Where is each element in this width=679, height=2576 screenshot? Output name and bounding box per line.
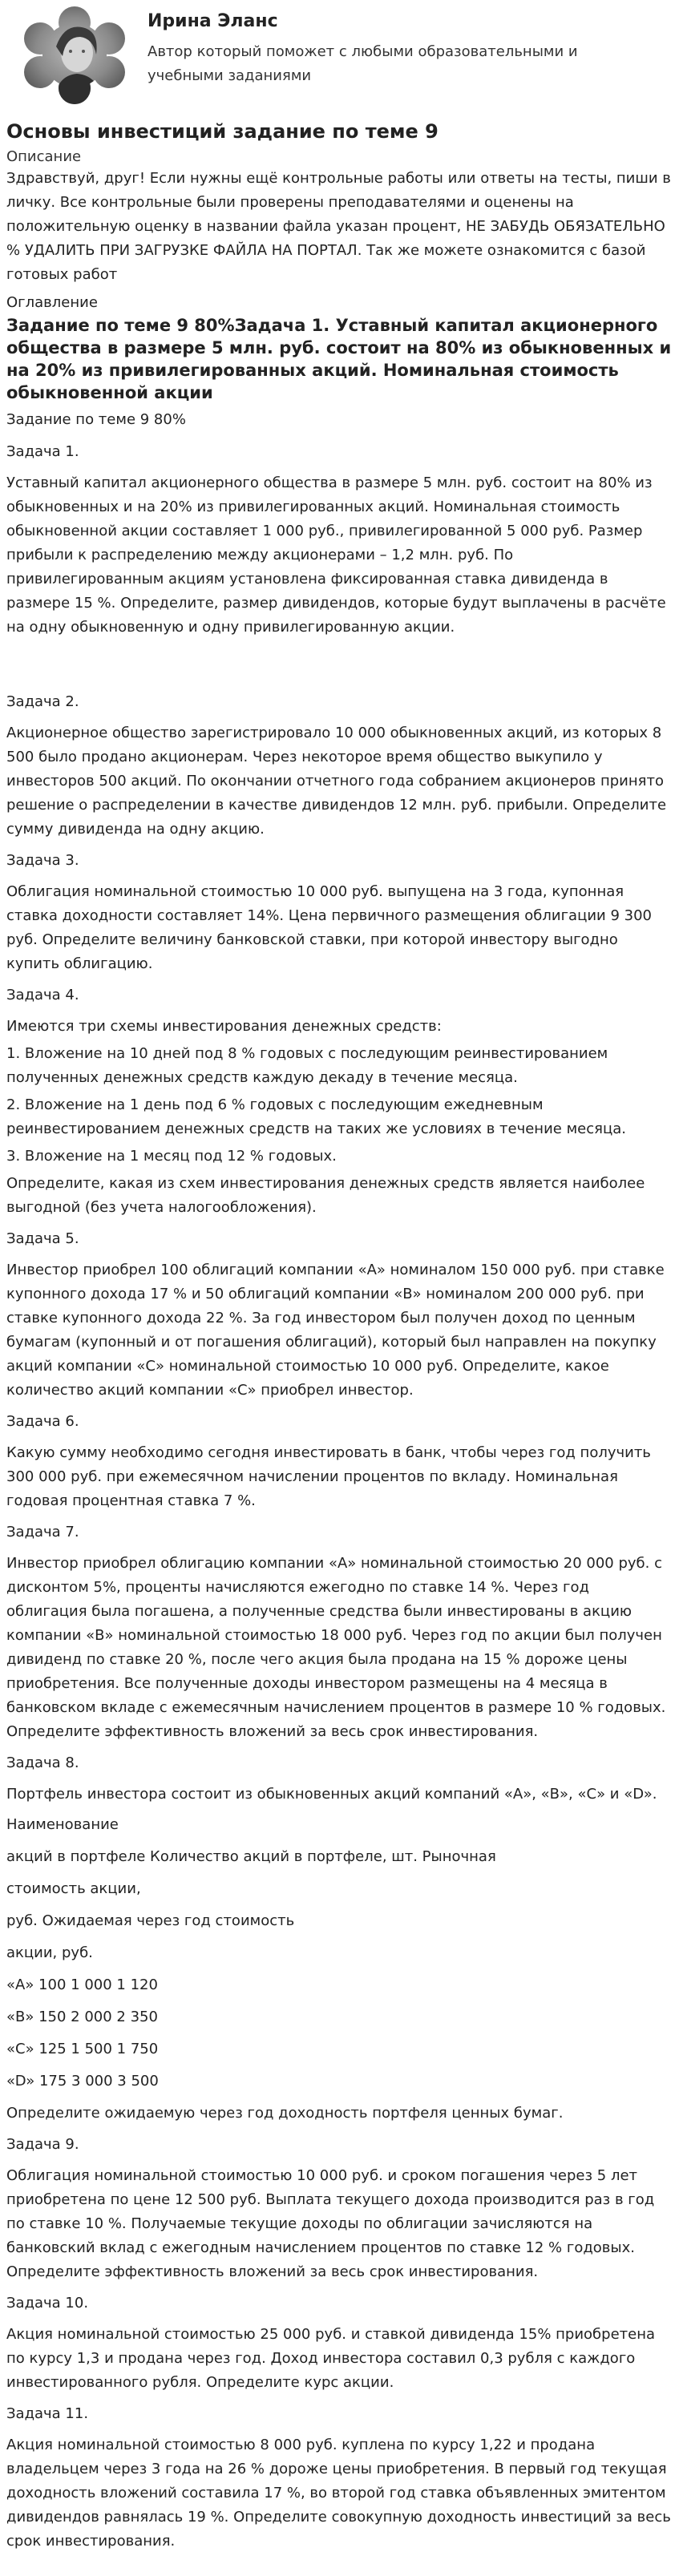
description-label: Описание (6, 148, 82, 165)
task-6-label: Задача 6. (6, 1413, 79, 1430)
task-5-text: Инвестор приобрел 100 облигаций компании «А» номиналом 150 000 руб. при ставке купонного дохода 17 % и 50 облигаций компании «В» номиналом 200 000 руб. при ставке купонного дохода 22 %. За год инвестором был получен доход по ценным бумагам (купонный и от погашения облигаций), который был направлен на покупку акций компании «С» номинальной стоимостью 10 000 руб. Определите, какое количество акций компании «С» приобрел инвестор. (6, 1262, 665, 1399)
task-8-table-header-3: стоимость акции, (6, 1880, 141, 1897)
task-2-label: Задача 2. (6, 693, 79, 710)
toc-label: Оглавление (6, 294, 98, 311)
task-11-text: Акция номинальной стоимостью 8 000 руб. куплена по курсу 1,22 и продана владельцем через 3 года на 26 % дороже цены приобретения. В первый год текущая доходность вложений составила 17 %, во второй год ставка объявленных эмитентом дивидендов равнялась 19 %. Определите совокупную доходность инвестиций за весь срок инвестирования. (6, 2437, 671, 2550)
task-1-text: Уставный капитал акционерного общества в размере 5 млн. руб. состоит на 80% из обыкновенных и на 20% из привилегированных акций. Номинальная стоимость обыкновенной акции составляет 1 000 руб., привилегированной 5 000 руб. Размер прибыли к распределению между акционерами – 1,2 млн. руб. По привилегированным акциям установлена фиксированная ставка дивиденда в размере 15 %. Определите, размер дивидендов, которые будут выплачены в расчёте на одну обыкновенную и одну привилегированную акции. (6, 474, 666, 636)
author-header (6, 0, 673, 107)
task-8-question: Определите ожидаемую через год доходность портфеля ценных бумаг. (6, 2105, 564, 2122)
task-4-label: Задача 4. (6, 987, 79, 1003)
assignment-heading: Задание по теме 9 80% (6, 411, 186, 428)
toc-text: Задание по теме 9 80%Задача 1. Уставный капитал акционерного общества в размере 5 млн. руб. состоит на 80% из обыкновенных и на 20% из привилегированных акций. Номинальная стоимость обыкновенной акции (6, 316, 672, 402)
task-10-label: Задача 10. (6, 2295, 89, 2312)
task-4-scheme-3: 3. Вложение на 1 месяц под 12 % годовых. (6, 1148, 337, 1165)
document-body (6, 407, 673, 2554)
task-8-table-row: «D» 175 3 000 3 500 (6, 2073, 159, 2089)
task-9-text: Облигация номинальной стоимостью 10 000 руб. и сроком погашения через 5 лет приобретена по цене 12 500 руб. Выплата текущего дохода производится раз в год по ставке 10 %. Получаемые текущие доходы по облигации зачисляются на банковский вклад с ежегодным начислением процентов по ставке 12 % годовых. Определите эффективность вложений за весь срок инвестирования. (6, 2167, 655, 2280)
page-title: Основы инвестиций задание по теме 9 (6, 120, 439, 143)
description-text: Здравствуй, друг! Если нужны ещё контрольные работы или ответы на тесты, пиши в личку. Все контрольные были проверены преподавателями и оценены на положительную оценку в названии файла указан процент, НЕ ЗАБУДЬ ОБЯЗАТЕЛЬНО % УДАЛИТЬ ПРИ ЗАГРУЗКЕ ФАЙЛА НА ПОРТАЛ. Так же можете ознакомится с базой готовых работ (6, 170, 671, 283)
task-1-label: Задача 1. (6, 443, 79, 460)
task-11-label: Задача 11. (6, 2405, 89, 2422)
task-8-table-row: «А» 100 1 000 1 120 (6, 1976, 158, 1993)
task-9-label: Задача 9. (6, 2136, 79, 2153)
task-7-label: Задача 7. (6, 1524, 79, 1540)
task-4-question: Определите, какая из схем инвестирования денежных средств является наиболее выгодной (без учета налогообложения). (6, 1175, 645, 1216)
task-8-label: Задача 8. (6, 1754, 79, 1771)
task-7-text: Инвестор приобрел облигацию компании «А» номинальной стоимостью 20 000 руб. с дисконтом 5%, проценты начисляются ежегодно по ставке 14 %. Через год облигация была погашена, а полученные средства были инвестированы в акцию компании «В» номинальной стоимостью 18 000 руб. Через год по акции был получен дивиденд по ставке 20 %, после чего акция была продана на 15 % дороже цены приобретения. Все полученные доходы инвестором размещены на 4 месяца в банковском вкладе с ежемесячным начислением процентов в размере 10 % годовых. Определите эффективность вложений за весь срок инвестирования. (6, 1555, 666, 1740)
task-8-table-header-1: Наименование (6, 1816, 119, 1833)
task-8-table-header-4: руб. Ожидаемая через год стоимость (6, 1912, 295, 1929)
task-10-text: Акция номинальной стоимостью 25 000 руб. и ставкой дивиденда 15% приобретена по курсу 1,3 и продана через год. Доход инвестора составил 0,3 рубля с каждого инвестированного рубля. Определите курс акции. (6, 2326, 656, 2391)
task-4-intro: Имеются три схемы инвестирования денежных средств: (6, 1018, 442, 1035)
author-description: Автор который поможет с любыми образовательными и учебными заданиями (148, 43, 578, 84)
task-5-label: Задача 5. (6, 1230, 79, 1247)
avatar[interactable] (16, 6, 133, 104)
task-8-table-row: «В» 150 2 000 2 350 (6, 2009, 158, 2025)
task-8-table-header-2: акций в портфеле Количество акций в портфеле, шт. Рыночная (6, 1848, 496, 1865)
task-6-text: Какую сумму необходимо сегодня инвестировать в банк, чтобы через год получить 300 000 руб. при ежемесячном начислении процентов по вкладу. Номинальная годовая процентная ставка 7 %. (6, 1444, 651, 1509)
task-4-scheme-1: 1. Вложение на 10 дней под 8 % годовых с последующим реинвестированием полученных денежных средств каждую декаду в течение месяца. (6, 1045, 608, 1086)
task-8-table-header-5: акции, руб. (6, 1944, 93, 1961)
spacer (6, 646, 673, 689)
avatar-flower-frame (16, 6, 133, 104)
task-8-intro: Портфель инвестора состоит из обыкновенных акций компаний «А», «В», «С» и «D». (6, 1786, 657, 1803)
task-8-table-row: «С» 125 1 500 1 750 (6, 2041, 159, 2057)
task-3-label: Задача 3. (6, 852, 79, 869)
task-4-scheme-2: 2. Вложение на 1 день под 6 % годовых с последующим ежедневным реинвестированием денежных средств на таких же условиях в течение месяца. (6, 1096, 626, 1137)
task-2-text: Акционерное общество зарегистрировало 10 000 обыкновенных акций, из которых 8 500 было продано акционерам. Через некоторое время общество выкупило у инвесторов 500 акций. По окончании отчетного года собранием акционеров принято решение о распределении в качестве дивидендов 12 млн. руб. прибыли. Определите сумму дивиденда на одну акцию. (6, 725, 667, 838)
task-3-text: Облигация номинальной стоимостью 10 000 руб. выпущена на 3 года, купонная ставка доходности составляет 14%. Цена первичного размещения облигации 9 300 руб. Определите величину банковской ставки, при которой инвестору выгодно купить облигацию. (6, 883, 652, 972)
author-name[interactable]: Ирина Эланс (148, 11, 278, 31)
